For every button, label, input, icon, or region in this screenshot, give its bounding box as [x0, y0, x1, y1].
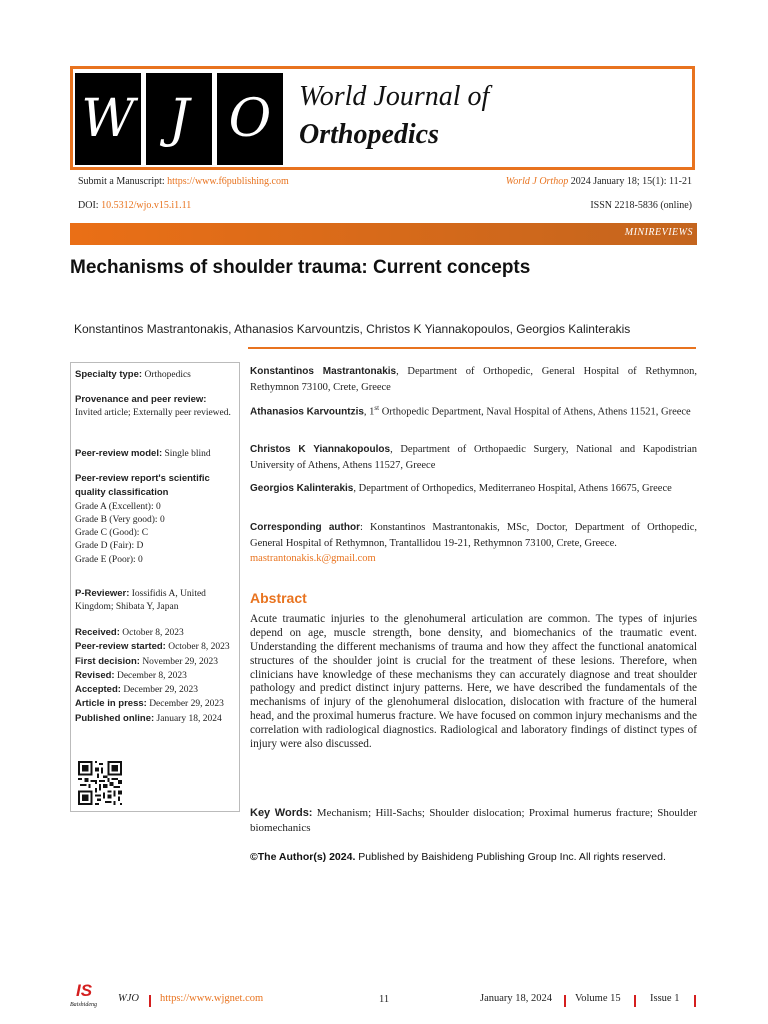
footer-separator: [149, 995, 151, 1007]
publisher-logo-mark: IS: [76, 981, 93, 1000]
specialty-type: [75, 368, 235, 382]
affiliation-3: [250, 442, 697, 473]
journal-name-line1: World Journal of: [299, 81, 490, 112]
affiliation-text-pre: , 1: [363, 406, 375, 418]
affiliation-author: Christos K Yiannakopoulos: [250, 444, 391, 455]
date-value: December 29, 2023: [146, 699, 224, 710]
citation-line: [506, 176, 692, 187]
section-banner: [70, 223, 697, 245]
specialty-value: Orthopedics: [142, 370, 191, 380]
provenance-label: Provenance and peer review:: [75, 394, 207, 405]
logo-letter-w: W: [75, 73, 141, 165]
footer-separator: [564, 995, 566, 1007]
date-received: [75, 626, 235, 640]
affiliation-text: , Department of Orthopaedic Surgery, National and Kapodistrian University of Athens, Athens 11527, Greece: [250, 444, 697, 471]
model-value: Single blind: [162, 449, 211, 459]
logo-letter-o: O: [217, 73, 283, 165]
affiliation-1: [250, 364, 697, 395]
copyright-holder: ©The Author(s) 2024.: [250, 851, 356, 863]
peer-review-model: [75, 447, 235, 461]
affiliation-2: [250, 403, 697, 420]
specialty-label: Specialty type:: [75, 369, 143, 380]
grade-a: Grade A (Excellent): 0: [75, 501, 161, 512]
abstract-text: Acute traumatic injuries to the glenohumeral articulation are common. The types of injuries depend on age, muscle strength, bone density, and biomechanics of the traumatic event. Understanding the different mechanisms of trauma and how they affect the functional anatomical structures of the shoulder joint is crucial for the treatment of these lesions. Therefore, when clinicians have knowledge of these mechanisms they can accurately diagnose and treat shoulder pathology and predict distinct injury patterns. Here, we have described the fundamentals of the mechanisms of injury of the glenohumeral dislocation, dislocation with fracture of the humeral head, and the proximal humerus fracture. We have focused on common injury mechanisms and the correlation with radiological diagnostics. Radiological and laboratory findings of distinct types of injury were also discussed.: [250, 613, 697, 751]
model-label: Peer-review model:: [75, 448, 163, 459]
affiliation-text: , Department of Orthopedic, General Hospital of Rethymnon, Rethymnon 73100, Crete, Greece: [250, 366, 697, 393]
affiliation-ordinal: st: [374, 404, 380, 412]
copyright-text: Published by Baishideng Publishing Group Inc. All rights reserved.: [355, 851, 666, 863]
footer-date: January 18, 2024: [480, 993, 553, 1004]
publisher-logo-text: Baishideng: [70, 1002, 97, 1008]
affiliation-4: [250, 481, 697, 497]
keywords: [250, 806, 697, 837]
date-label: Received:: [75, 627, 120, 638]
date-value: December 29, 2023: [120, 685, 198, 696]
submit-link[interactable]: https://www.f6publishing.com: [167, 176, 289, 187]
date-value: January 18, 2024: [154, 713, 222, 724]
reviewer-value: Iossifidis A, United Kingdom; Shibata Y, Japan: [75, 589, 206, 613]
date-label: Published online:: [75, 712, 155, 724]
date-label: Revised:: [75, 669, 115, 681]
footer-issue: Issue 1: [650, 993, 680, 1004]
grade-c: Grade C (Good): C: [75, 528, 149, 539]
doi-link[interactable]: 10.5312/wjo.v15.i1.11: [101, 200, 192, 211]
footer-volume: Volume 15: [575, 993, 621, 1004]
grade-e: Grade E (Poor): 0: [75, 554, 143, 565]
author-list: Konstantinos Mastrantonakis, Athanasios Karvountzis, Christos K Yiannakopoulos, Georgios Kalinterakis: [74, 322, 631, 336]
page-number: 11: [379, 994, 390, 1005]
date-published-online: [75, 712, 235, 726]
date-label: Accepted:: [75, 684, 121, 696]
divider: [248, 347, 696, 349]
submit-label: Submit a Manuscript:: [78, 176, 168, 187]
section-type: MINIREVIEWS: [624, 227, 693, 238]
date-article-in-press: [75, 697, 235, 711]
affiliation-author: Konstantinos Mastrantonakis: [250, 366, 397, 377]
publisher-logo: [70, 981, 110, 1013]
submit-manuscript-line: [78, 176, 289, 187]
footer-journal: WJO: [118, 993, 139, 1004]
citation-journal: World J Orthop: [505, 176, 569, 187]
affiliation-author: Georgios Kalinterakis: [250, 483, 354, 494]
date-first-decision: [75, 655, 235, 669]
date-label: Article in press:: [75, 698, 147, 710]
date-value: October 8, 2023: [165, 642, 230, 653]
affiliation-text: , Department of Orthopedics, Mediterraneo Hospital, Athens 16675, Greece: [353, 483, 672, 494]
copyright-line: [250, 851, 666, 863]
corresponding-author: [250, 520, 697, 566]
quality-classification: [75, 472, 235, 567]
corresponding-email[interactable]: mastrantonakis.k@gmail.com: [250, 552, 376, 564]
p-reviewer: [75, 587, 235, 615]
journal-masthead: [70, 66, 695, 170]
qr-code-icon[interactable]: [78, 761, 122, 805]
journal-name-line2: Orthopedics: [299, 119, 439, 150]
affiliation-text: Orthopedic Department, Naval Hospital of Athens, Athens 11521, Greece: [379, 406, 691, 418]
date-label: First decision:: [75, 655, 140, 667]
date-value: October 8, 2023: [119, 628, 184, 638]
corresponding-label: Corresponding author: [250, 522, 360, 533]
grade-d: Grade D (Fair): D: [75, 541, 144, 552]
logo-letter-j: J: [146, 73, 212, 165]
date-label: Peer-review started:: [75, 641, 166, 653]
provenance: [75, 393, 235, 421]
footer-separator: [634, 995, 636, 1007]
report-label: Peer-review report's scientific quality classification: [75, 473, 210, 499]
abstract-heading: Abstract: [250, 590, 307, 606]
affiliation-author: Athanasios Karvountzis: [250, 406, 364, 418]
article-title: Mechanisms of shoulder trauma: Current concepts: [70, 257, 531, 278]
page-footer: [70, 981, 698, 1013]
date-value: December 8, 2023: [114, 670, 187, 681]
reviewer-label: P-Reviewer:: [75, 588, 130, 599]
date-accepted: [75, 683, 235, 697]
date-peer-review-started: [75, 640, 235, 654]
date-value: November 29, 2023: [139, 656, 219, 667]
keywords-text: Mechanism; Hill-Sachs; Shoulder dislocation; Proximal humerus fracture; Shoulder biomechanics: [250, 807, 697, 835]
grade-b: Grade B (Very good): 0: [75, 514, 165, 525]
issn: ISSN 2218-5836 (online): [590, 200, 692, 211]
corresponding-text: : Konstantinos Mastrantonakis, MSc, Doctor, Department of Orthopedic, General Hospital of Rethymnon, Trantallidou 19-21, Rethymnon 73100, Crete, Greece.: [250, 522, 697, 549]
provenance-value: Invited article; Externally peer reviewed.: [75, 408, 231, 419]
article-dates: [75, 626, 235, 726]
doi-line: [78, 200, 191, 211]
footer-url[interactable]: https://www.wjgnet.com: [160, 993, 264, 1004]
keywords-label: Key Words:: [250, 807, 313, 819]
footer-separator: [694, 995, 696, 1007]
date-revised: [75, 669, 235, 683]
article-info-sidebar: [70, 362, 240, 812]
citation-details: 2024 January 18; 15(1): 11-21: [568, 176, 692, 187]
doi-label: DOI:: [78, 200, 102, 211]
